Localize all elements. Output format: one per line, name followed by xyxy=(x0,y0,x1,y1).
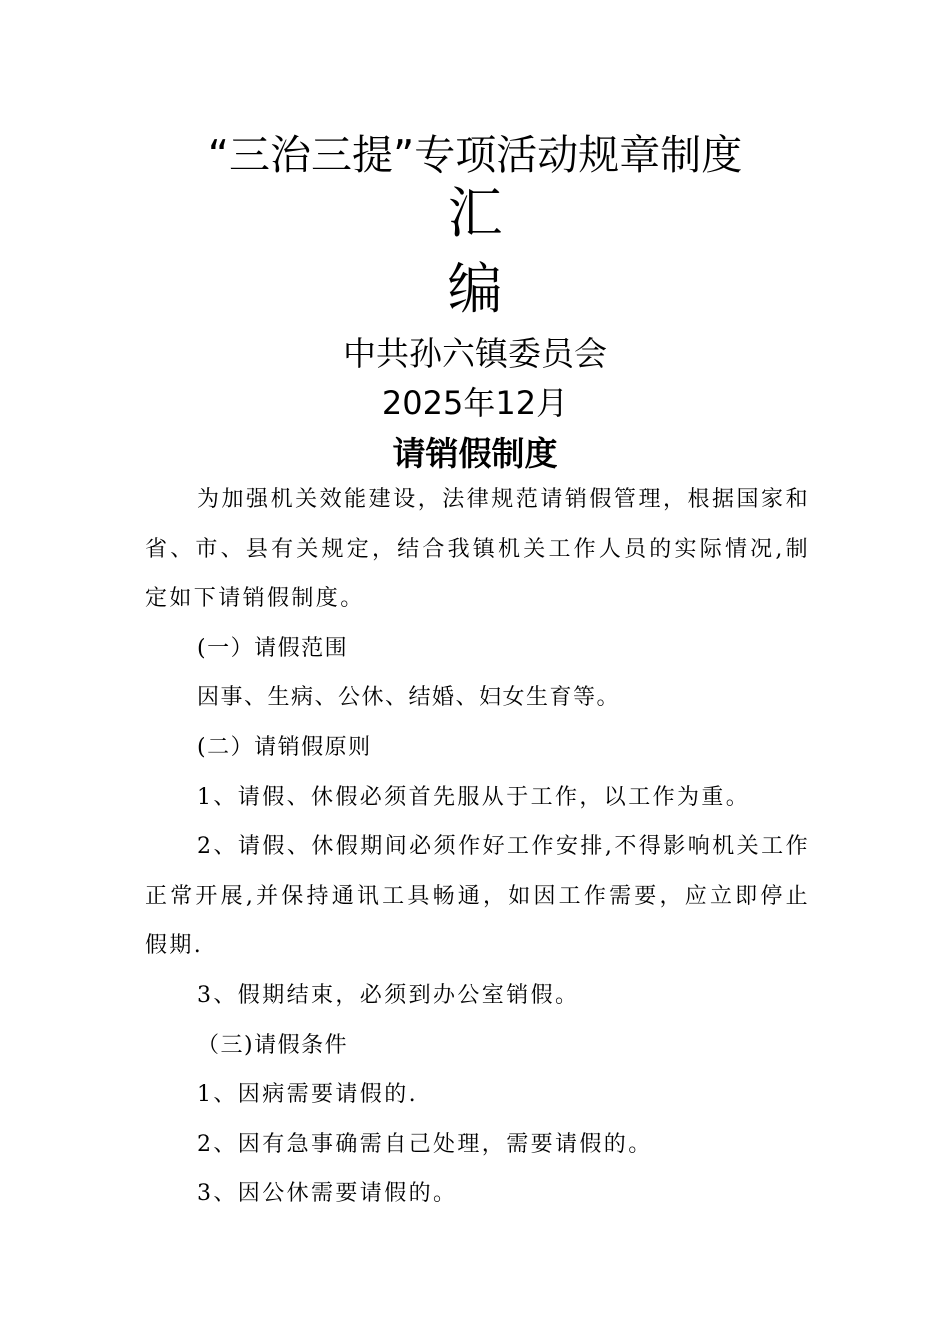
document-title-line-1: “三治三提”专项活动规章制度 xyxy=(207,131,743,179)
scope-heading: (一）请假范围 xyxy=(197,635,349,661)
principle-item-3: 3、假期结束，必须到办公室销假。 xyxy=(197,982,580,1008)
document-date: 2025年12月 xyxy=(381,384,569,422)
condition-item-3: 3、因公休需要请假的。 xyxy=(197,1181,458,1207)
conditions-heading: （三)请假条件 xyxy=(197,1032,349,1058)
intro-paragraph: 为加强机关效能建设，法律规范请销假管理，根据国家和省、市、县有关规定，结合我镇机关工作人员的实际情况,制定如下请销假制度。 xyxy=(145,487,810,612)
document-title-line-2: 汇 xyxy=(447,181,503,245)
principles-heading: (二）请销假原则 xyxy=(197,734,372,760)
principle-item-1: 1、请假、休假必须首先服从于工作，以工作为重。 xyxy=(197,784,751,810)
condition-item-2: 2、因有急事确需自己处理，需要请假的。 xyxy=(197,1131,653,1157)
principle-item-2: 2、请假、休假期间必须作好工作安排,不得影响机关工作正常开展,并保持通讯工具畅通，如因工作需要，应立即停止假期. xyxy=(145,834,810,959)
scope-text: 因事、生病、公休、结婚、妇女生育等。 xyxy=(197,685,621,711)
organization-name: 中共孙六镇委员会 xyxy=(343,334,607,373)
document-body xyxy=(145,475,810,1219)
document-title-line-3: 编 xyxy=(447,257,503,321)
section-title: 请销假制度 xyxy=(392,434,558,473)
condition-item-1: 1、因病需要请假的. xyxy=(197,1082,418,1108)
